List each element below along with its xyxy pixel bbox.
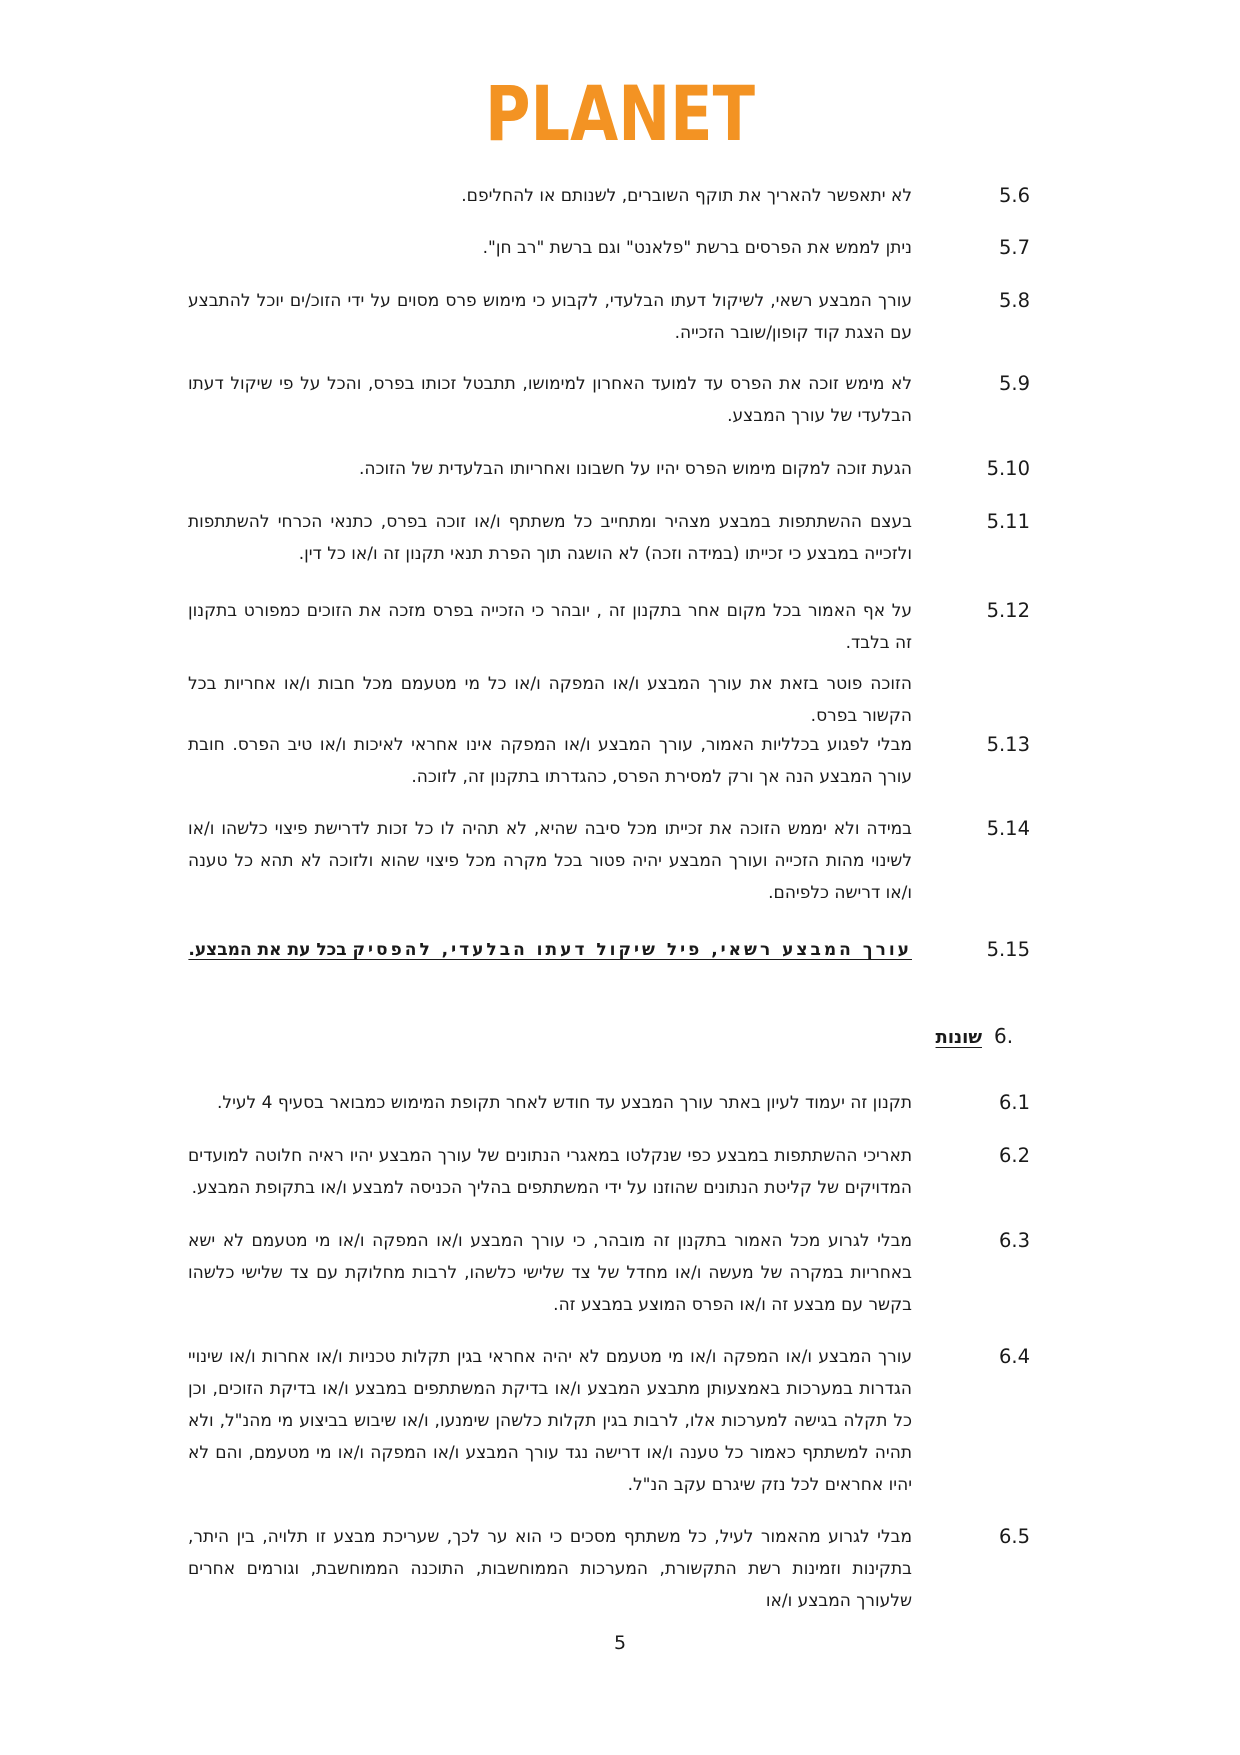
clause <box>30 506 1030 570</box>
clause-paragraph: ניתן לממש את הפרסים ברשת "פלאנט" וגם ברשת "רב חן". <box>482 238 912 258</box>
clause-paragraph: עורך המבצע ו/או המפקה ו/או מי מטעמם לא יהיה אחראי בגין תקלות טכניות ו/או אחרות ו/או שינויי הגדרות במערכות באמצעותן מתבצע המבצע ו/או בדיקת המשתתפים במבצע ו/או בדיקת הזוכים, וכן כל תקלה בגישה למערכות אלו, לרבות בגין תקלות כלשהן שימנעו, ו/או שיבוש בביצוע מי מהנ"ל, ולא תהיה למשתתף כאמור כל טענה ו/או דרישה נגד עורך המבצע ו/או המפקה ו/או מי מטעמם, והם לא יהיו אחראים לכל נזק שיגרם עקב הנ"ל. <box>188 1347 912 1495</box>
clause <box>30 285 1030 349</box>
section-heading <box>730 1020 1030 1054</box>
clause-text <box>188 1140 912 1204</box>
clause-paragraph: הזוכה פוטר בזאת את עורך המבצע ו/או המפקה ו/או כל מי מטעמם מכל חבות ו/או אחריות בכל הקשור בפרס. <box>188 674 912 726</box>
clause-number: 6.2 <box>998 1144 1030 1167</box>
clause-number: 5.10 <box>986 457 1030 480</box>
clause <box>30 1225 1030 1321</box>
clause-number: 5.13 <box>986 733 1030 756</box>
clause-text <box>188 180 912 212</box>
clause-number: 6.1 <box>998 1091 1030 1114</box>
clause-text <box>188 285 912 349</box>
clause <box>30 453 1030 485</box>
clause-text <box>188 813 912 909</box>
clause-text <box>188 1087 912 1119</box>
clause <box>30 1087 1030 1119</box>
clause <box>30 595 1030 732</box>
clause <box>30 813 1030 909</box>
planet-logo-mark <box>480 58 760 158</box>
clause-paragraph <box>188 934 912 966</box>
clause-paragraph: תאריכי ההשתתפות במבצע כפי שנקלטו במאגרי הנתונים של עורך המבצע יהיו ראיה חלוטה למועדים המדויקים של קליטת הנתונים שהוזנו על ידי המשתתפים בהליך הכניסה למבצע ו/או בתקופת המבצע. <box>188 1146 912 1198</box>
clause-paragraph: מבלי לגרוע מהאמור לעיל, כל משתתף מסכים כי הוא ער לכך, שעריכת מבצע זו תלויה, בין היתר, בתקינות וזמינות רשת התקשורת, המערכות הממוחשבות, התוכנה הממוחשבת, וגורמים אחרים שלעורך המבצע ו/או <box>188 1527 912 1611</box>
clause-text <box>188 1341 912 1501</box>
clause <box>30 180 1030 212</box>
clause <box>30 1140 1030 1204</box>
clause <box>30 1341 1030 1501</box>
clause-text <box>188 368 912 432</box>
clause <box>30 368 1030 432</box>
clause-paragraph: מבלי לגרוע מכל האמור בתקנון זה מובהר, כי עורך המבצע ו/או המפקה ו/או מי מטעמם לא ישא באחריות במקרה של מעשה ו/או מחדל של צד שלישי כלשהו, לרבות מחלוקת עם צד שלישי כלשהו בקשר עם מבצע זה ו/או הפרס המוצע במבצע זה. <box>188 1231 912 1315</box>
clause-emphasis-tail: בכל עת את המבצע. <box>188 940 353 960</box>
clause-paragraph: תקנון זה יעמוד לעיון באתר עורך המבצע עד חודש לאחר תקופת המימוש כמבואר בסעיף 4 לעיל. <box>217 1093 912 1113</box>
clause <box>30 1521 1030 1617</box>
clause-number: 5.9 <box>998 372 1030 395</box>
planet-logo-text: PLANET <box>485 69 756 158</box>
clause-5-15 <box>30 934 1030 966</box>
clause-emphasis-spaced: עורך המבצע רשאי, פיל שיקול דעתו הבלעדי, להפסיק <box>352 940 912 960</box>
clause-number: 5.11 <box>986 510 1030 533</box>
clause-text <box>188 232 912 264</box>
clause-number: 5.15 <box>986 938 1030 961</box>
section-title: שונות <box>935 1027 982 1048</box>
clause-text <box>188 729 912 793</box>
planet-logo <box>0 58 1240 158</box>
clause-paragraph: בעצם ההשתתפות במבצע מצהיר ומתחייב כל משתתף ו/או זוכה בפרס, כתנאי הכרחי להשתתפות ולזכייה במבצע כי זכייתו (במידה וזכה) לא הושגה תוך הפרת תנאי תקנון זה ו/או כל דין. <box>188 512 912 564</box>
clause-number: 5.14 <box>986 817 1030 840</box>
clause <box>30 729 1030 793</box>
clause-text <box>188 934 912 966</box>
clause-number: 5.12 <box>986 599 1030 622</box>
clause-paragraph: לא מימש זוכה את הפרס עד למועד האחרון למימושו, תתבטל זכותו בפרס, והכל על פי שיקול דעתו הבלעדי של עורך המבצע. <box>188 374 912 426</box>
clause-text <box>188 595 912 732</box>
clause-number: 5.8 <box>998 289 1030 312</box>
clause-number: 5.6 <box>998 184 1030 207</box>
clause-number: 5.7 <box>998 236 1030 259</box>
clause-number: 6.3 <box>998 1229 1030 1252</box>
clause-number: 6.4 <box>998 1345 1030 1368</box>
section-number: 6. <box>994 1024 1014 1048</box>
clause-text <box>188 1521 912 1617</box>
clause-paragraph: על אף האמור בכל מקום אחר בתקנון זה , יובהר כי הזכייה בפרס מזכה את הזוכים כמפורט בתקנון זה בלבד. <box>188 601 912 653</box>
clause-number: 6.5 <box>998 1525 1030 1548</box>
clause-paragraph: הגעת זוכה למקום מימוש הפרס יהיו על חשבונו ואחריותו הבלעדית של הזוכה. <box>358 459 912 479</box>
clause-paragraph: עורך המבצע רשאי, לשיקול דעתו הבלעדי, לקבוע כי מימוש פרס מסוים על ידי הזוכ/ים יוכל להתבצע עם הצגת קוד קופון/שובר הזכייה. <box>188 291 912 343</box>
clause-paragraph: לא יתאפשר להאריך את תוקף השוברים, לשנותם או להחליפם. <box>461 186 912 206</box>
page-number: 5 <box>613 1632 627 1654</box>
clause <box>30 232 1030 264</box>
clause-paragraph: במידה ולא יממש הזוכה את זכייתו מכל סיבה שהיא, לא תהיה לו כל זכות לדרישת פיצוי כלשהו ו/או לשינוי מהות הזכייה ועורך המבצע יהיה פטור בכל מקרה מכל פיצוי שהוא ולזוכה לא תהא כל טענה ו/או דרישה כלפיהם. <box>188 819 912 903</box>
clause-paragraph: מבלי לפגוע בכלליות האמור, עורך המבצע ו/או המפקה אינו אחראי לאיכות ו/או טיב הפרס. חובת עורך המבצע הנה אך ורק למסירת הפרס, כהגדרתו בתקנון זה, לזוכה. <box>188 735 912 787</box>
clause-text <box>188 453 912 485</box>
clause-text <box>188 1225 912 1321</box>
clause-text <box>188 506 912 570</box>
